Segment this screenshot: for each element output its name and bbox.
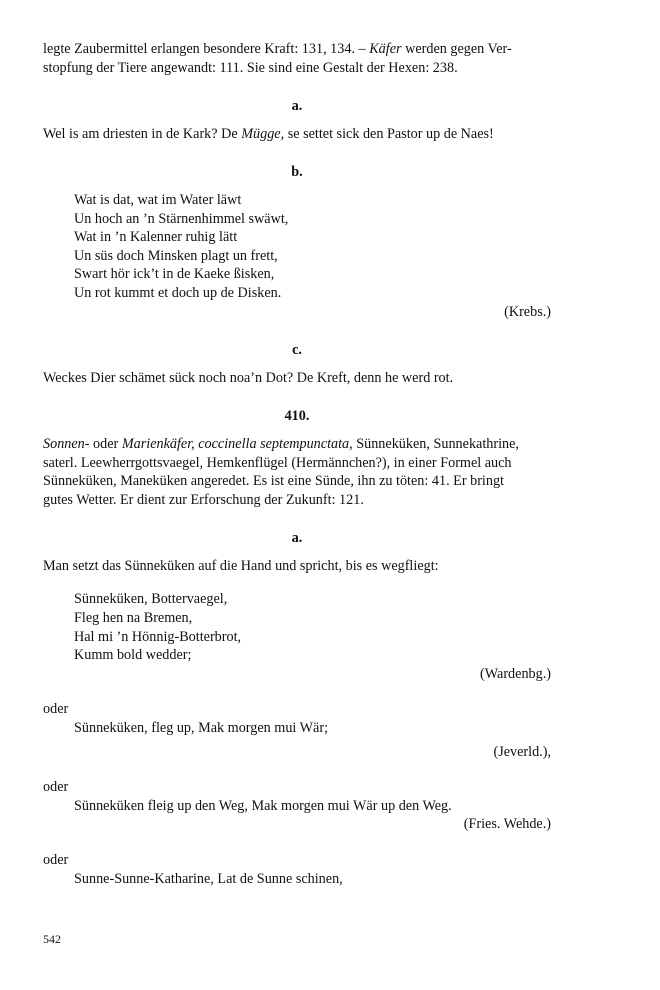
entry-italic: Marienkäfer, coccinella septempunctata, [121,435,353,452]
entry-italic: Sonnen- [43,435,90,452]
verse-line: Sunne-Sunne-Katharine, Lat de Sunne schinen, [74,870,343,887]
section-heading-b: b. [291,164,303,181]
oder-label: oder [43,852,69,868]
oder-label: oder [43,701,69,718]
instruction-text: Man setzt das Sünneküken auf die Hand und spricht, bis es wegfliegt: [43,557,439,574]
entry-line-4: gutes Wetter. Er dient zur Erforschung der Zukunft: 121. [43,491,364,508]
oder-label: oder [43,779,69,796]
entry-line-1 [43,435,551,454]
riddle-text: se settet sick den Pastor up de Naes! [284,125,494,142]
riddle-italic: Mügge, [241,125,285,142]
page-number: 542 [43,932,61,946]
verse-line: Kumm bold wedder; [74,647,192,664]
riddle-kreft: Weckes Dier schämet sück noch noa’n Dot? De Kreft, denn he werd rot. [43,369,454,386]
verse-wardenbg [43,590,551,664]
entry-line-3: Sünneküken, Maneküken angeredet. Es ist eine Sünde, ihn zu töten: 41. Er bringt [43,473,504,490]
intro-line-2: stopfung der Tiere angewandt: 111. Sie sind eine Gestalt der Hexen: 238. [43,59,458,76]
riddle-text: Wel is am driesten in de Kark? De [43,125,242,142]
entry-text: Sünneküken, Sunnekathrine, [352,435,519,452]
verse-line: Fleg hen na Bremen, [74,610,193,627]
intro-text: legte Zaubermittel erlangen besondere Kraft: 131, 134. – [43,41,370,57]
verse-line: Sünneküken, fleg up, Mak morgen mui Wär; [74,720,329,737]
riddle-mugge [43,125,551,144]
verse-line: Wat in ’n Kalenner ruhig lätt [74,229,238,246]
verse-line: Wat is dat, wat im Water läwt [74,191,242,208]
verse-line: Swart hör ick’t in de Kaeke ßisken, [74,266,275,283]
verse-line: Sünneküken, Bottervaegel, [74,591,228,608]
section-heading-c: c. [292,342,302,359]
verse-line: Sünneküken fleig up den Weg, Mak morgen mui Wär up den Weg. [74,797,452,814]
source-citation: (Jeverld.), [493,743,551,760]
entry-line-2: saterl. Leewherrgottsvaegel, Hemkenflügel (Hermännchen?), in einer Formel auch [43,454,512,471]
verse-line: Hal mi ’n Hönnig-Botterbrot, [74,628,242,645]
intro-line-1 [43,40,551,59]
intro-italic: Käfer [369,41,402,57]
verse-line: Un rot kummt et doch up de Disken. [74,284,282,301]
verse-krebs [43,191,551,303]
intro-text: werden gegen Ver- [401,41,512,57]
verse-line: Un süs doch Minsken plagt un frett, [74,247,278,264]
page-body [43,40,551,888]
entry-text: oder [89,435,122,452]
source-citation: (Krebs.) [504,303,551,320]
entry-heading-410: 410. [284,408,310,425]
section-heading-a: a. [291,98,303,115]
section-heading-a2: a. [291,530,303,547]
source-citation: (Fries. Wehde.) [463,816,551,833]
verse-line: Un hoch an ’n Stärnenhimmel swäwt, [74,210,289,227]
source-citation: (Wardenbg.) [480,665,551,682]
